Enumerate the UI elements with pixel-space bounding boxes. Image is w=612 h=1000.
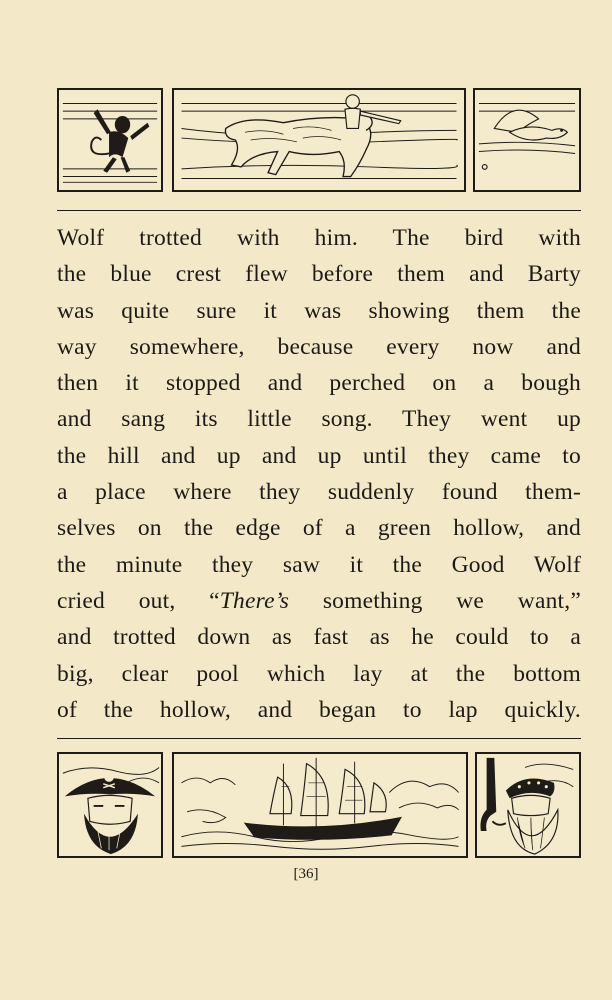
text-line: and trotted down as fast as he could to a: [57, 624, 581, 651]
sailing-ship-illustration: [174, 754, 466, 856]
text-line: way somewhere, because every now and: [57, 333, 581, 360]
bottom-illustration-pirate-gunner: [475, 752, 581, 858]
pirate-captain-illustration: [59, 754, 161, 856]
text-segment: something we want,”: [289, 587, 581, 614]
bottom-illustration-pirate-captain: [57, 752, 163, 858]
child-riding-wolf-illustration: [174, 90, 464, 190]
top-illustration-monkey: [57, 88, 163, 192]
text-segment: cried out, “: [57, 587, 220, 614]
pirate-with-pistol-illustration: [477, 754, 579, 856]
text-line: the blue crest flew before them and Barty: [57, 261, 581, 288]
text-line: of the hollow, and began to lap quickly.: [57, 696, 581, 723]
monkey-illustration: [59, 90, 161, 190]
top-illustration-bird: [473, 88, 581, 192]
text-line: Wolf trotted with him. The bird with: [57, 225, 581, 251]
text-line: then it stopped and perched on a bough: [57, 370, 581, 397]
text-line: and sang its little song. They went up: [57, 406, 581, 433]
text-line: was quite sure it was showing them the: [57, 297, 581, 324]
top-illustration-child-on-wolf: [172, 88, 466, 192]
italic-word: There’s: [219, 587, 290, 614]
text-line-with-quote: [57, 583, 581, 619]
text-line: the minute they saw it the Good Wolf: [57, 551, 581, 578]
page-number: [36]: [293, 866, 319, 882]
flying-bird-illustration: [475, 90, 579, 190]
top-divider-rule: [57, 210, 581, 211]
text-line: big, clear pool which lay at the bottom: [57, 660, 581, 687]
bottom-divider-rule: [57, 738, 581, 739]
bottom-illustration-pirate-ship: [172, 752, 468, 858]
text-line: a place where they suddenly found them-: [57, 479, 581, 506]
text-line: selves on the edge of a green hollow, and: [57, 515, 581, 542]
story-text: [57, 220, 581, 728]
text-line: the hill and up and up until they came to: [57, 442, 581, 469]
